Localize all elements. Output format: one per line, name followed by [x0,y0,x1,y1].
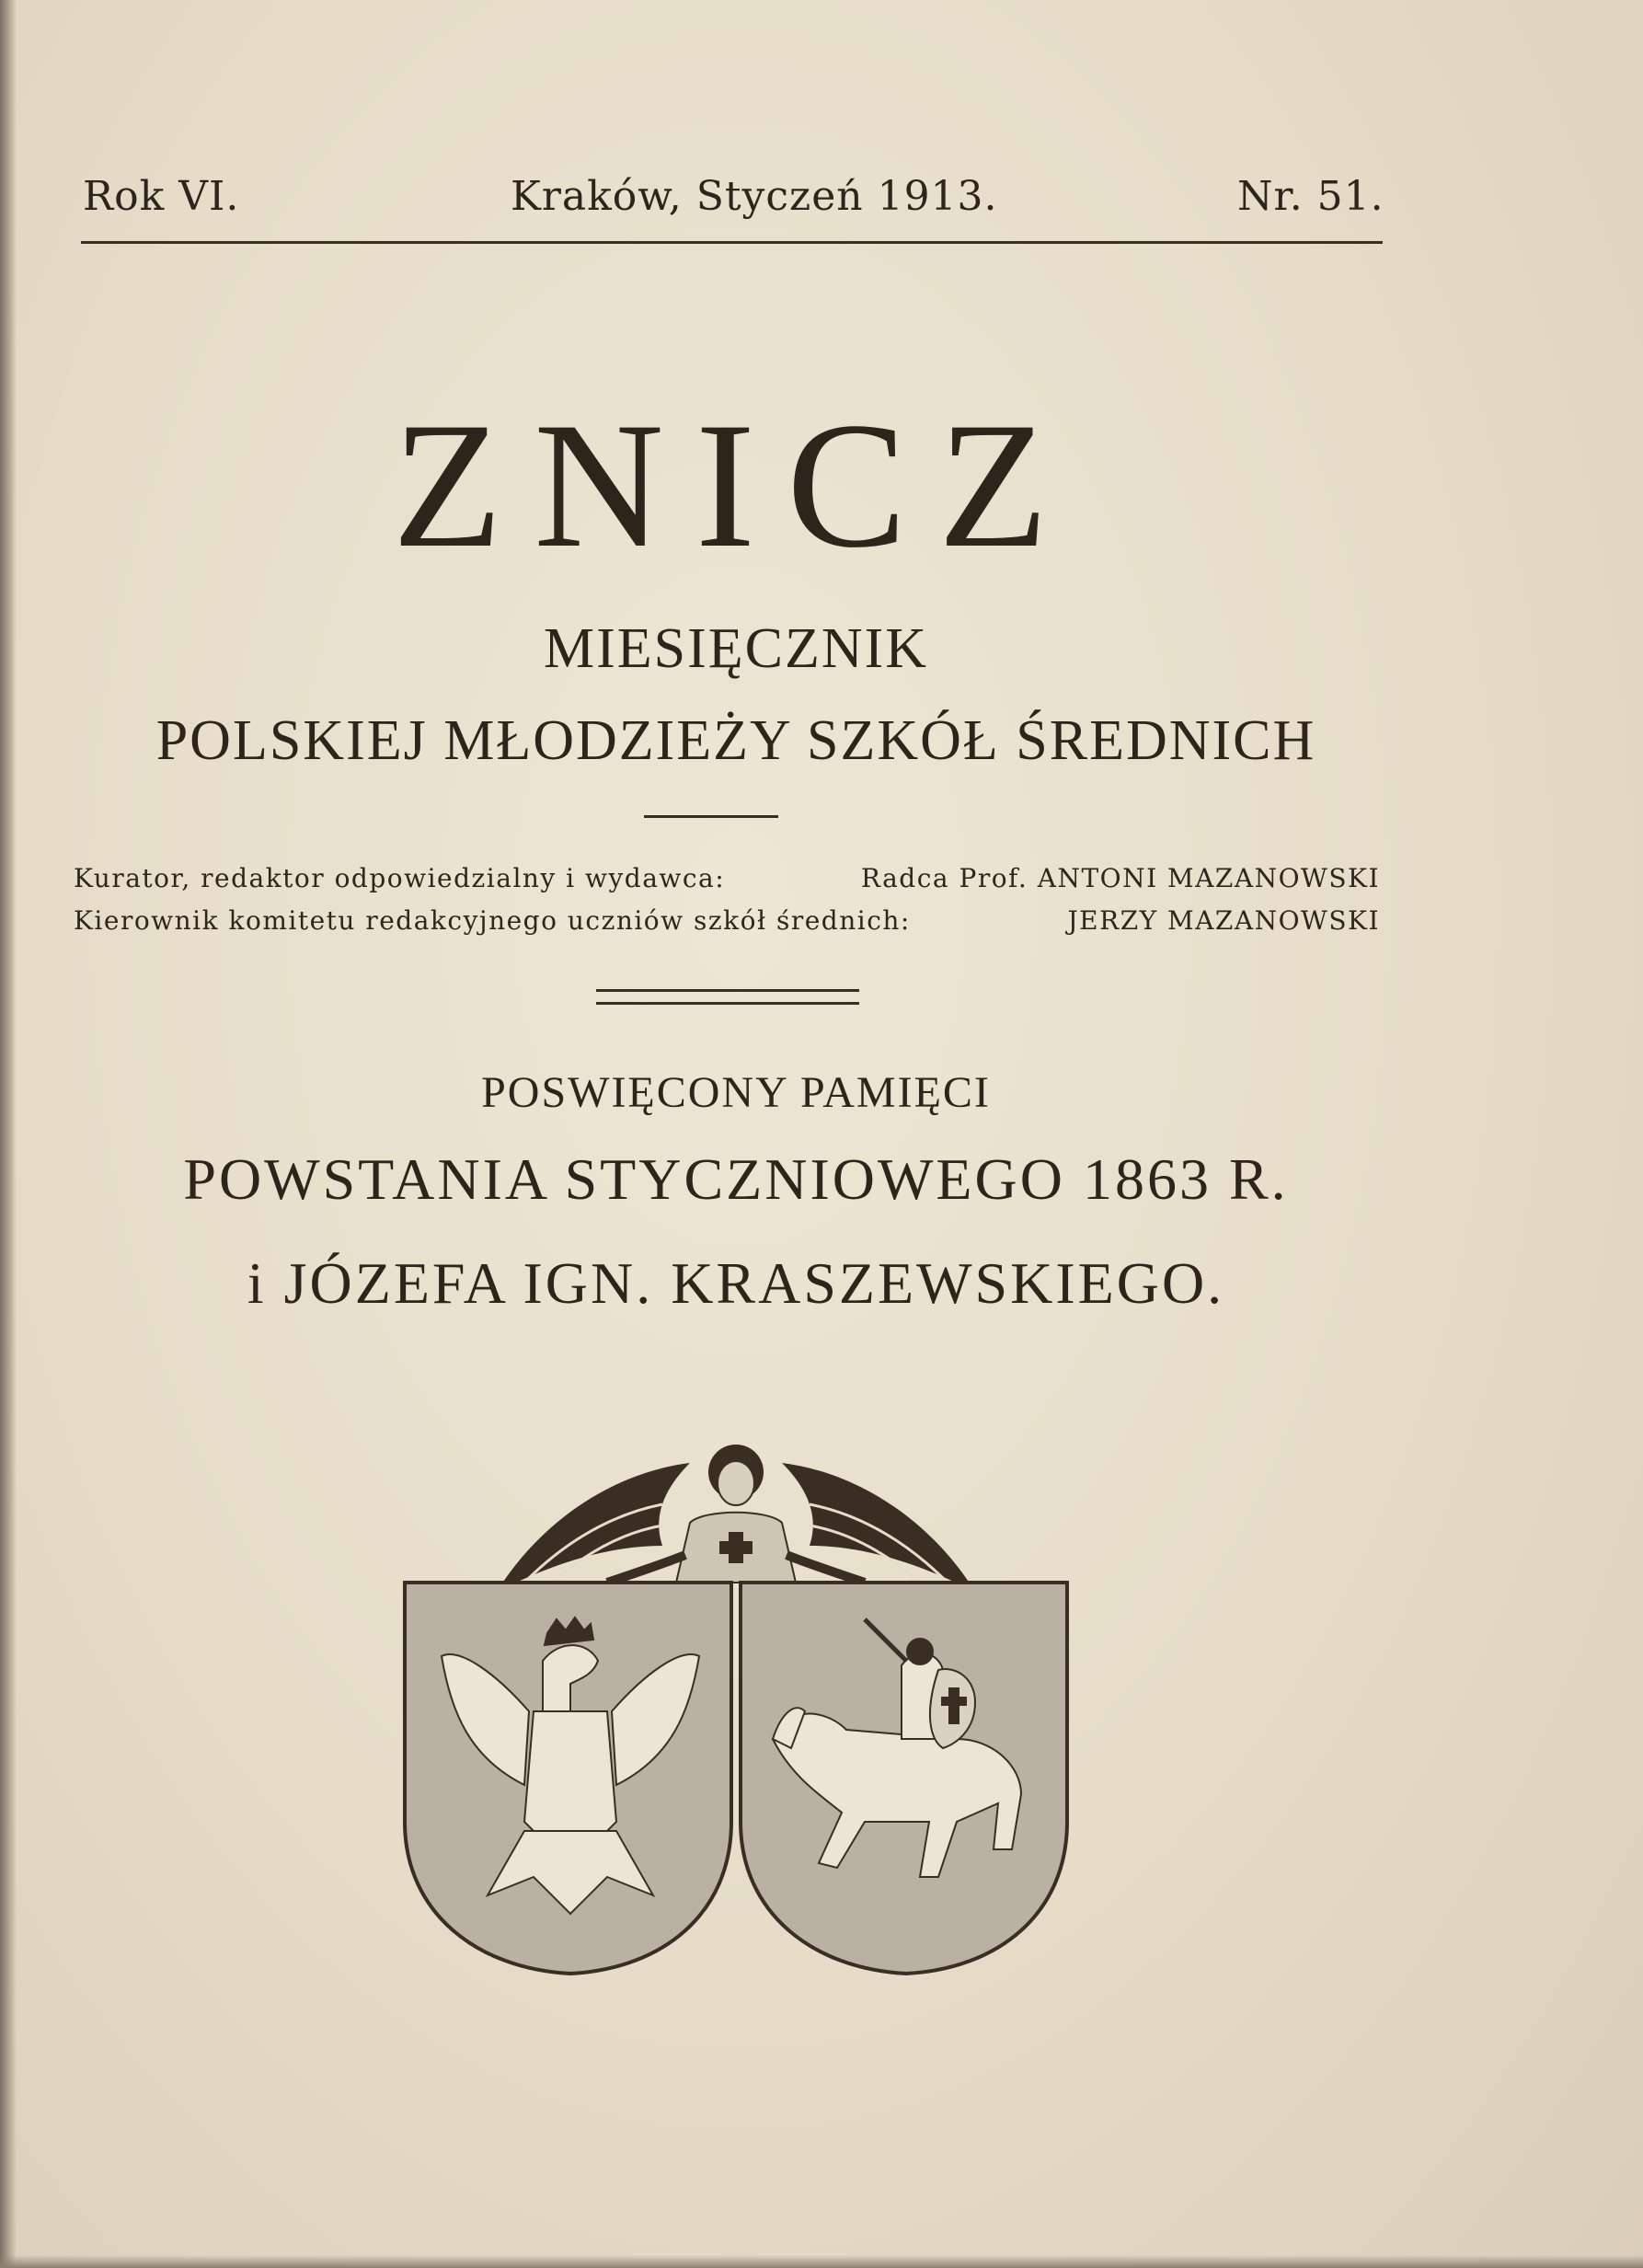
divider-double-bottom [596,1002,859,1005]
subtitle-line-1: MIESIĘCZNIK [543,617,929,680]
credit-editor [74,905,1380,936]
issue-place-date: Kraków, Styczeń 1913. [511,173,998,220]
credit-curator-role: Kurator, redaktor odpowiedzialny i wydawca: [74,863,726,893]
page-edge-shadow [0,0,17,2268]
divider-short [644,815,778,818]
page-bottom-shadow [0,2255,1643,2268]
coat-of-arms-emblem [386,1435,1086,1987]
dedication-line-3: i JÓZEFA IGN. KRASZEWSKIEGO. [247,1250,1225,1316]
divider-double-top [596,989,859,992]
shield-eagle [405,1583,731,1974]
credit-editor-role: Kierownik komitetu redakcyjnego uczniów szkół średnich: [74,905,911,936]
dedication-line-1: POSWIĘCONY PAMIĘCI [481,1068,991,1117]
credit-curator-name: Radca Prof. ANTONI MAZANOWSKI [860,863,1380,893]
header-rule [81,241,1383,244]
dedication-line-2: POWSTANIA STYCZNIOWEGO 1863 R. [183,1146,1289,1212]
issue-year: Rok VI. [83,173,240,220]
credit-editor-name: JERZY MAZANOWSKI [1067,905,1380,936]
issue-number: Nr. 51. [1237,173,1384,220]
subtitle-line-2: POLSKIEJ MŁODZIEŻY SZKÓŁ ŚREDNICH [155,709,1316,772]
credit-curator [74,863,1380,893]
masthead-title: ZNICZ [392,386,1080,585]
shield-knight [741,1583,1067,1974]
